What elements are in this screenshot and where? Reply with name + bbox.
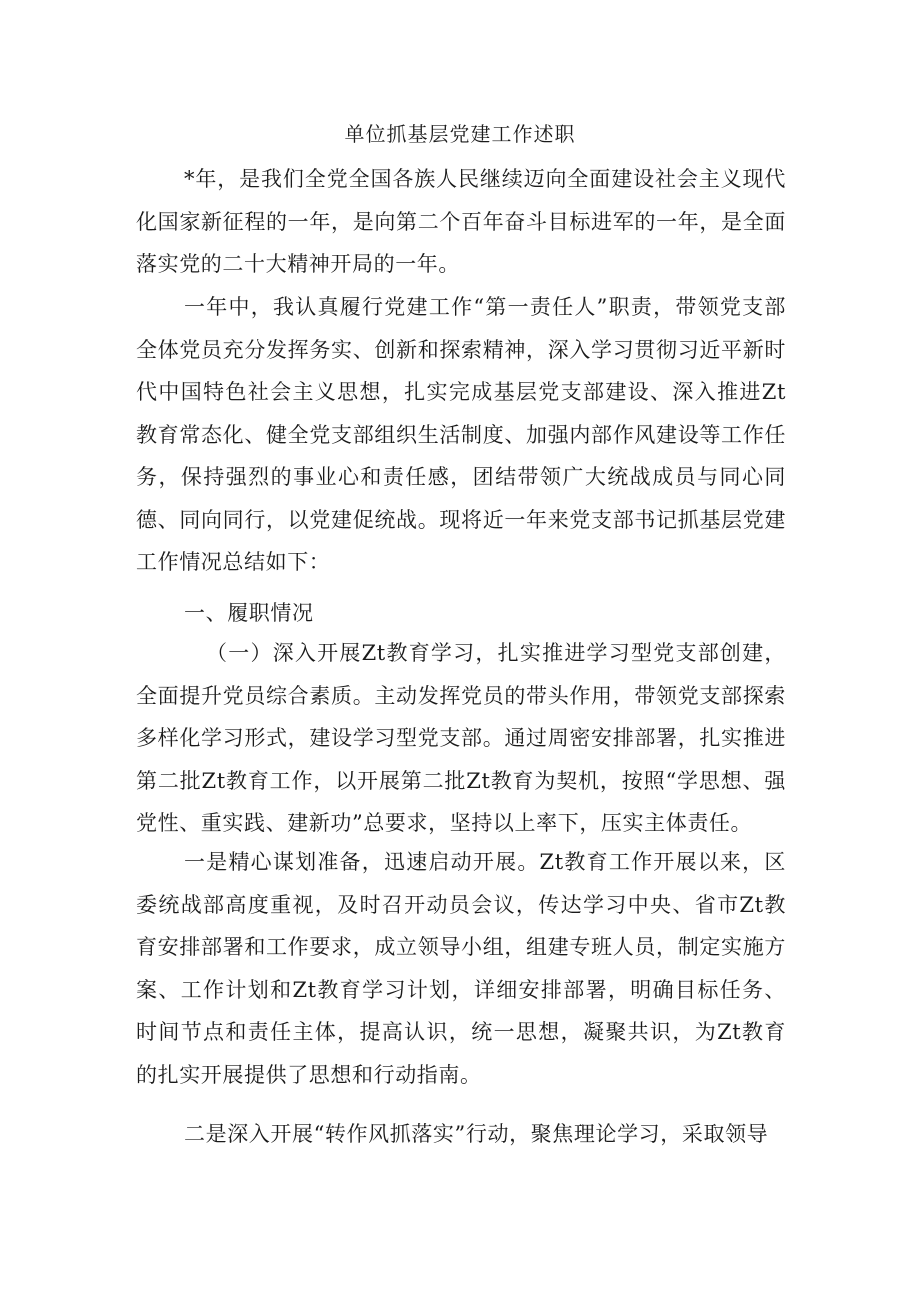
section-heading-duty: 一、履职情况: [184, 601, 314, 625]
paragraph-point-1: 一是精心谋划准备，迅速启动开展。Zt教育工作开展以来，区委统战部高度重视，及时召开动员会议，传达学习中央、省市Zt教育安排部署和工作要求，成立领导小组，组建专班人员，制定实施方案、工作计划和Zt教育学习计划，详细安排部署，明确目标任务、时间节点和责任主体，提高认识，统一思想，凝聚共识，为Zt教育的扎实开展提供了思想和行动指南。: [136, 850, 786, 1087]
document-title: 单位抓基层党建工作述职: [344, 122, 576, 146]
paragraph-intro: *年，是我们全党全国各族人民继续迈向全面建设社会主义现代化国家新征程的一年，是向第二个百年奋斗目标进军的一年，是全面落实党的二十大精神开局的一年。: [136, 167, 786, 276]
paragraph-subsection-1: （一）深入开展Zt教育学习，扎实推进学习型党支部创建，全面提升党员综合素质。主动发挥党员的带头作用，带领党支部探索多样化学习形式，建设学习型党支部。通过周密安排部署，扎实推进第二批Zt教育工作，以开展第二批Zt教育为契机，按照“学思想、强党性、重实践、建新功”总要求，坚持以上率下，压实主体责任。: [136, 641, 786, 835]
paragraph-point-2: 二是深入开展“转作风抓落实”行动，聚焦理论学习，采取领导: [184, 1122, 769, 1146]
paragraph-overview: 一年中，我认真履行党建工作“第一责任人”职责，带领党支部全体党员充分发挥务实、创新和探索精神，深入学习贯彻习近平新时代中国特色社会主义思想，扎实完成基层党支部建设、深入推进Zt教育常态化、健全党支部组织生活制度、加强内部作风建设等工作任务，保持强烈的事业心和责任感，团结带领广大统战成员与同心同德、同向同行，以党建促统战。现将近一年来党支部书记抓基层党建工作情况总结如下：: [136, 295, 786, 574]
